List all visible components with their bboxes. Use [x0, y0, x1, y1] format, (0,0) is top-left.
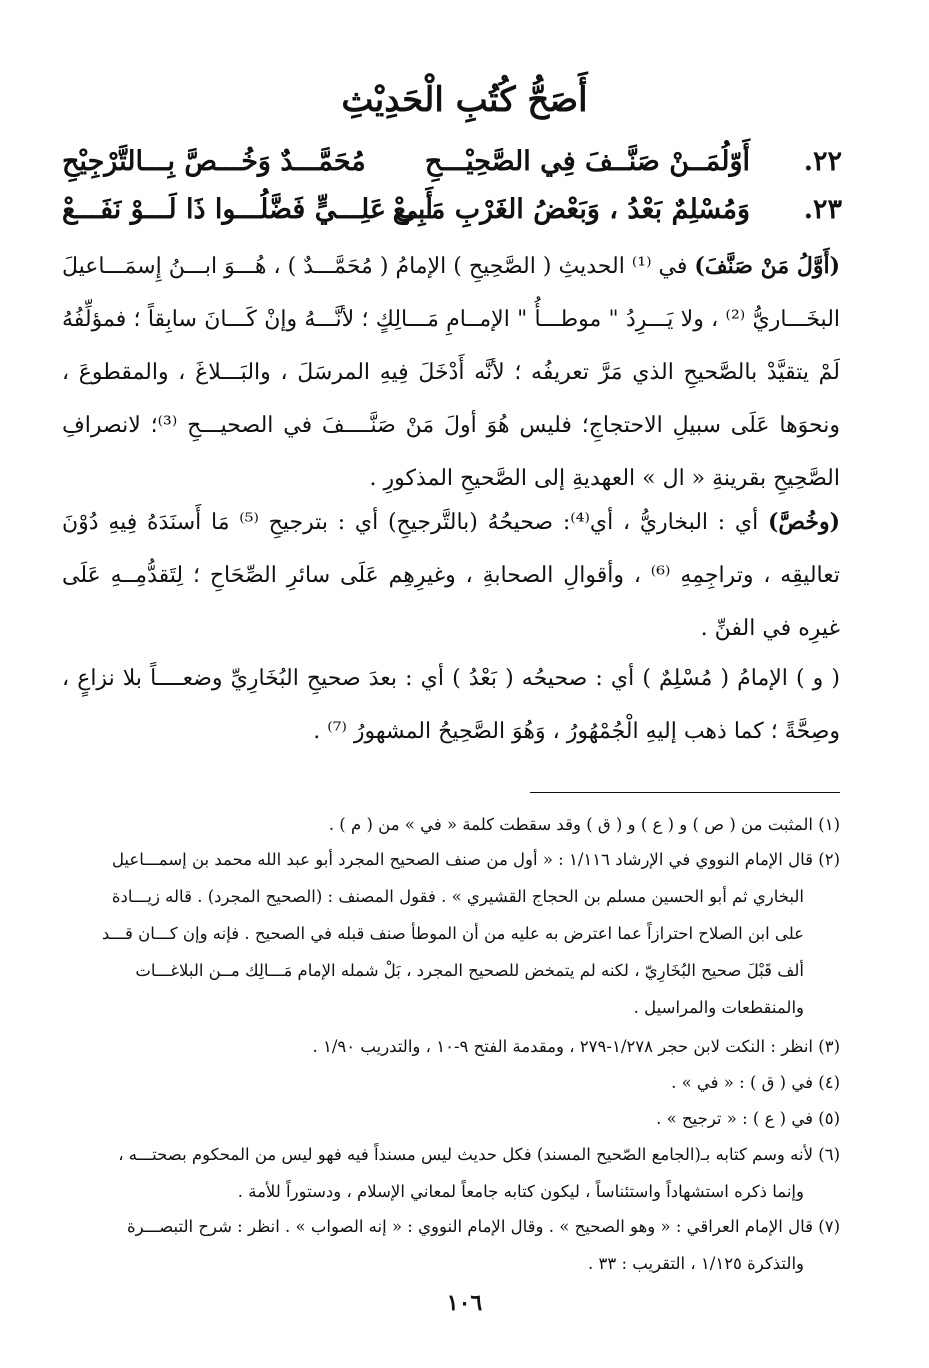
paragraph-text: في ⁽¹⁾ الحديثِ ( الصَّحِيحِ ) الإمامُ ( مُحَمَّـــدٌ ) ، هُـــوَ ابـــنُ إِسمَـــاعيلَ البخَـــاريُّ ⁽²⁾ ، ولا يَـــرِدُ " موطـــأُ " الإمــامِ مَـــالِكٍ ؛ لأنَّـــهُ وإنْ كَـــانَ سابِقاً ؛ فمؤلِّفُهُ لَمْ يتقيَّدْ بالصَّحيحِ الذي مَرَّ تعريفُه ؛ لأنَّه أَدْخَلَ فِيهِ المرسَلَ ، والبَـــلاغَ ، والمقطوعَ ، ونحوَها عَلَى سبيلِ الاحتجاجِ؛ فليس هُوَ أولَ مَنْ صَنَّــــفَ في الصحيـــحِ ⁽³⁾؛ لانصرافِ الصَّحِيحِ بقرينةِ « ال » العهديةِ إلى الصَّحيحِ المذكورِ .: [62, 254, 841, 491]
footnote-line: (٦) لأنه وسم كتابه بـ(الجامع الصّحيح المسند) فكل حديث ليس مسنداً فيه فهو ليس من المحكوم بصحتـــه ،: [118, 1145, 840, 1164]
footnote-line: (٧) قال الإمام العراقي : « وهو الصحيح » . وقال الإمام النووي : « إنه الصواب » . انظر : شرح التبصـــرة: [126, 1217, 840, 1236]
footnote-line: البخاري ثم أبو الحسين مسلم بن الحجاج القشيري » . فقول المصنف : (الصحيح المجرد) . قاله زيـــادة: [111, 887, 804, 906]
footnote-separator: [530, 792, 840, 793]
footnote-2: [62, 841, 840, 1026]
verse-first-hemistich: أَوّلُمَــنْ صَنَّــفَ فِي الصَّحِيْـــحِ: [424, 146, 750, 177]
footnote-line: (٣) انظر : النكت لابن حجر ١/٢٧٨-٢٧٩ ، ومقدمة الفتح ٩-١٠ ، والتدريب ١/٩٠ .: [312, 1037, 840, 1056]
footnote-6: [62, 1136, 840, 1210]
verse-23: [62, 194, 842, 240]
paragraph-lead: (أَوَّلُ مَنْ صَنَّفَ): [694, 253, 840, 279]
footnote-line: ألف قَبْلَ صحيح البُخَارِيّ ، لكنه لم يتمخض للصحيح المجرد ، بَلْ شمله الإمام مَـــالِك مــن البلاغـــات: [135, 961, 804, 980]
paragraph-text: ( و ) الإمامُ ( مُسْلِمٌ ) أي : صحيحُه ( بَعْدُ ) أي : بعدَ صحيحِ البُخَارِيِّ وضعــــاً بلا نزاعٍ ، وصِحَّةً ؛ كما ذهب إليهِ الْجُمْهُورُ ، وَهُوَ الصَّحِيحُ المشهورُ ⁽⁷⁾ .: [62, 666, 840, 744]
footnote-line: وإنما ذكره استشهاداً واستئناساً ، ليكون كتابه جامعاً لمعاني الإسلام ، ودستوراً للأمة .: [237, 1182, 804, 1201]
page-title: أَصَحُّ كُتُبِ الْحَدِيْثِ: [341, 80, 588, 120]
footnote-line: على ابن الصلاح احترازاً عما اعترض به عليه من أن الموطأ صنف قبله في الصحيح . فإنه وإن كـــان قـــد: [101, 924, 804, 943]
paragraph-text: أي : البخاريُّ ، أي⁽⁴⁾: صحيحُهُ (بالتَّرجيحِ) أي : بترجيحِ ⁽⁵⁾ مَا أَسنَدَهُ فِيهِ دُوْنَ تعاليقِه ، وتراجِمِهِ ⁽⁶⁾ ، وأقوالِ الصحابةِ ، وغيرِهِم عَلَى سائرِ الصِّحَاحِ ؛ لِتَقدُّمِــهِ عَلَى غيرِه في الفنِّ .: [62, 510, 840, 641]
footnote-line: (٤) في ( ق ) : « في » .: [671, 1073, 840, 1092]
paragraph-lead: (وخُصَّ): [768, 509, 840, 535]
footnote-4: [62, 1064, 840, 1101]
footnote-5: [62, 1100, 840, 1137]
verse-number: ٢٢.: [803, 146, 842, 177]
verse-number: ٢٣.: [803, 194, 842, 225]
footnote-7: [62, 1208, 840, 1282]
commentary-paragraph-2: [62, 496, 840, 655]
commentary-paragraph-3: [62, 652, 840, 758]
verse-22: [62, 146, 842, 192]
verse-second-hemistich: مُحَمَّـــدٌ وَخُـــصَّ بِـــالتَّرْجِيْحِ: [62, 146, 366, 177]
footnote-3: [62, 1028, 840, 1065]
footnote-line: (٥) في ( ع ) : « ترجيح » .: [656, 1109, 840, 1128]
commentary-paragraph-1: [62, 240, 840, 505]
footnote-line: والمنقطعات والمراسيل .: [633, 998, 804, 1017]
footnote-line: والتذكرة ١/١٢٥ ، التقريب : ٣٣ .: [587, 1254, 804, 1273]
page-number: ١٠٦: [446, 1290, 483, 1316]
verse-second-hemistich: أَبِي عَلِـــيٍّ فَضَّلُـــوا ذَا لَـــوْ نَفَـــعْ: [62, 194, 433, 225]
footnote-line: (١) المثبت من ( ص ) و ( ع ) و ( ق ) وقد سقطت كلمة « في » من ( م ) .: [328, 815, 840, 834]
verse-first-hemistich: وَمُسْلِمٌ بَعْدُ ، وَبَعْضُ الغَرْبِ مَـــعْ: [392, 194, 750, 225]
footnote-1: [62, 806, 840, 843]
footnote-line: (٢) قال الإمام النووي في الإرشاد ١/١١٦ : « أول من صنف الصحيح المجرد أبو عبد الله محمد بن إسمـــاعيل: [111, 850, 840, 869]
